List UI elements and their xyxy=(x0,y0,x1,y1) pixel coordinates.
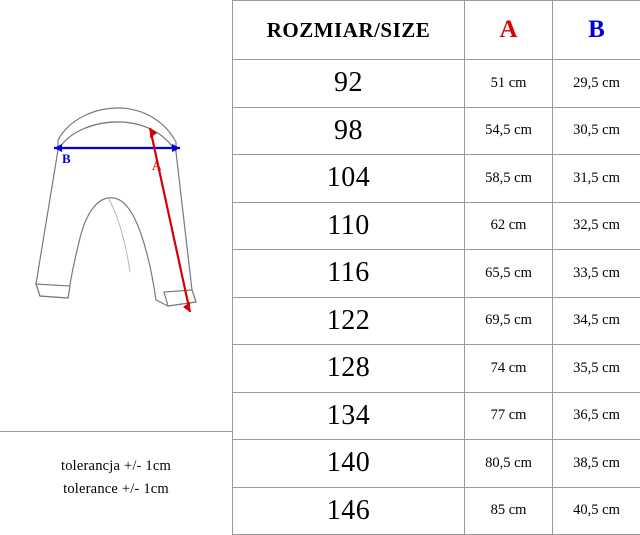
table-row xyxy=(233,107,640,155)
cell-a: 54,5 cm xyxy=(465,107,553,155)
measure-a-label: A xyxy=(152,158,162,173)
cell-a: 77 cm xyxy=(465,392,553,440)
cell-b: 34,5 cm xyxy=(553,297,640,345)
cell-size: 134 xyxy=(233,392,465,440)
cell-a: 80,5 cm xyxy=(465,440,553,488)
table-row xyxy=(233,60,640,108)
table-row xyxy=(233,250,640,298)
cell-size: 98 xyxy=(233,107,465,155)
cell-size: 122 xyxy=(233,297,465,345)
cell-a: 85 cm xyxy=(465,487,553,535)
tolerance-note xyxy=(0,431,232,523)
table-row xyxy=(233,440,640,488)
cell-size: 116 xyxy=(233,250,465,298)
header-a: A xyxy=(465,1,553,60)
cell-size: 104 xyxy=(233,155,465,203)
cell-b: 29,5 cm xyxy=(553,60,640,108)
table-row xyxy=(233,202,640,250)
cell-b: 38,5 cm xyxy=(553,440,640,488)
cell-size: 146 xyxy=(233,487,465,535)
cell-size: 92 xyxy=(233,60,465,108)
size-table-container xyxy=(232,0,640,523)
cell-b: 33,5 cm xyxy=(553,250,640,298)
table-row xyxy=(233,392,640,440)
cell-b: 31,5 cm xyxy=(553,155,640,203)
table-row xyxy=(233,345,640,393)
cell-a: 74 cm xyxy=(465,345,553,393)
garment-illustration xyxy=(0,0,232,431)
cell-b: 36,5 cm xyxy=(553,392,640,440)
cell-b: 30,5 cm xyxy=(553,107,640,155)
measure-b-label: B xyxy=(62,151,71,166)
size-table xyxy=(232,0,640,535)
cell-size: 128 xyxy=(233,345,465,393)
table-row xyxy=(233,297,640,345)
table-row xyxy=(233,487,640,535)
cell-b: 35,5 cm xyxy=(553,345,640,393)
cell-a: 69,5 cm xyxy=(465,297,553,345)
cell-size: 140 xyxy=(233,440,465,488)
cell-a: 51 cm xyxy=(465,60,553,108)
cell-a: 62 cm xyxy=(465,202,553,250)
cell-b: 40,5 cm xyxy=(553,487,640,535)
tolerance-text-pl: tolerancja +/- 1cm xyxy=(61,458,171,475)
table-header-row xyxy=(233,1,640,60)
cell-a: 58,5 cm xyxy=(465,155,553,203)
header-size: ROZMIAR/SIZE xyxy=(233,1,465,60)
cell-size: 110 xyxy=(233,202,465,250)
cell-b: 32,5 cm xyxy=(553,202,640,250)
table-row xyxy=(233,155,640,203)
header-b: B xyxy=(553,1,640,60)
tolerance-text-en: tolerance +/- 1cm xyxy=(63,481,169,498)
cell-a: 65,5 cm xyxy=(465,250,553,298)
